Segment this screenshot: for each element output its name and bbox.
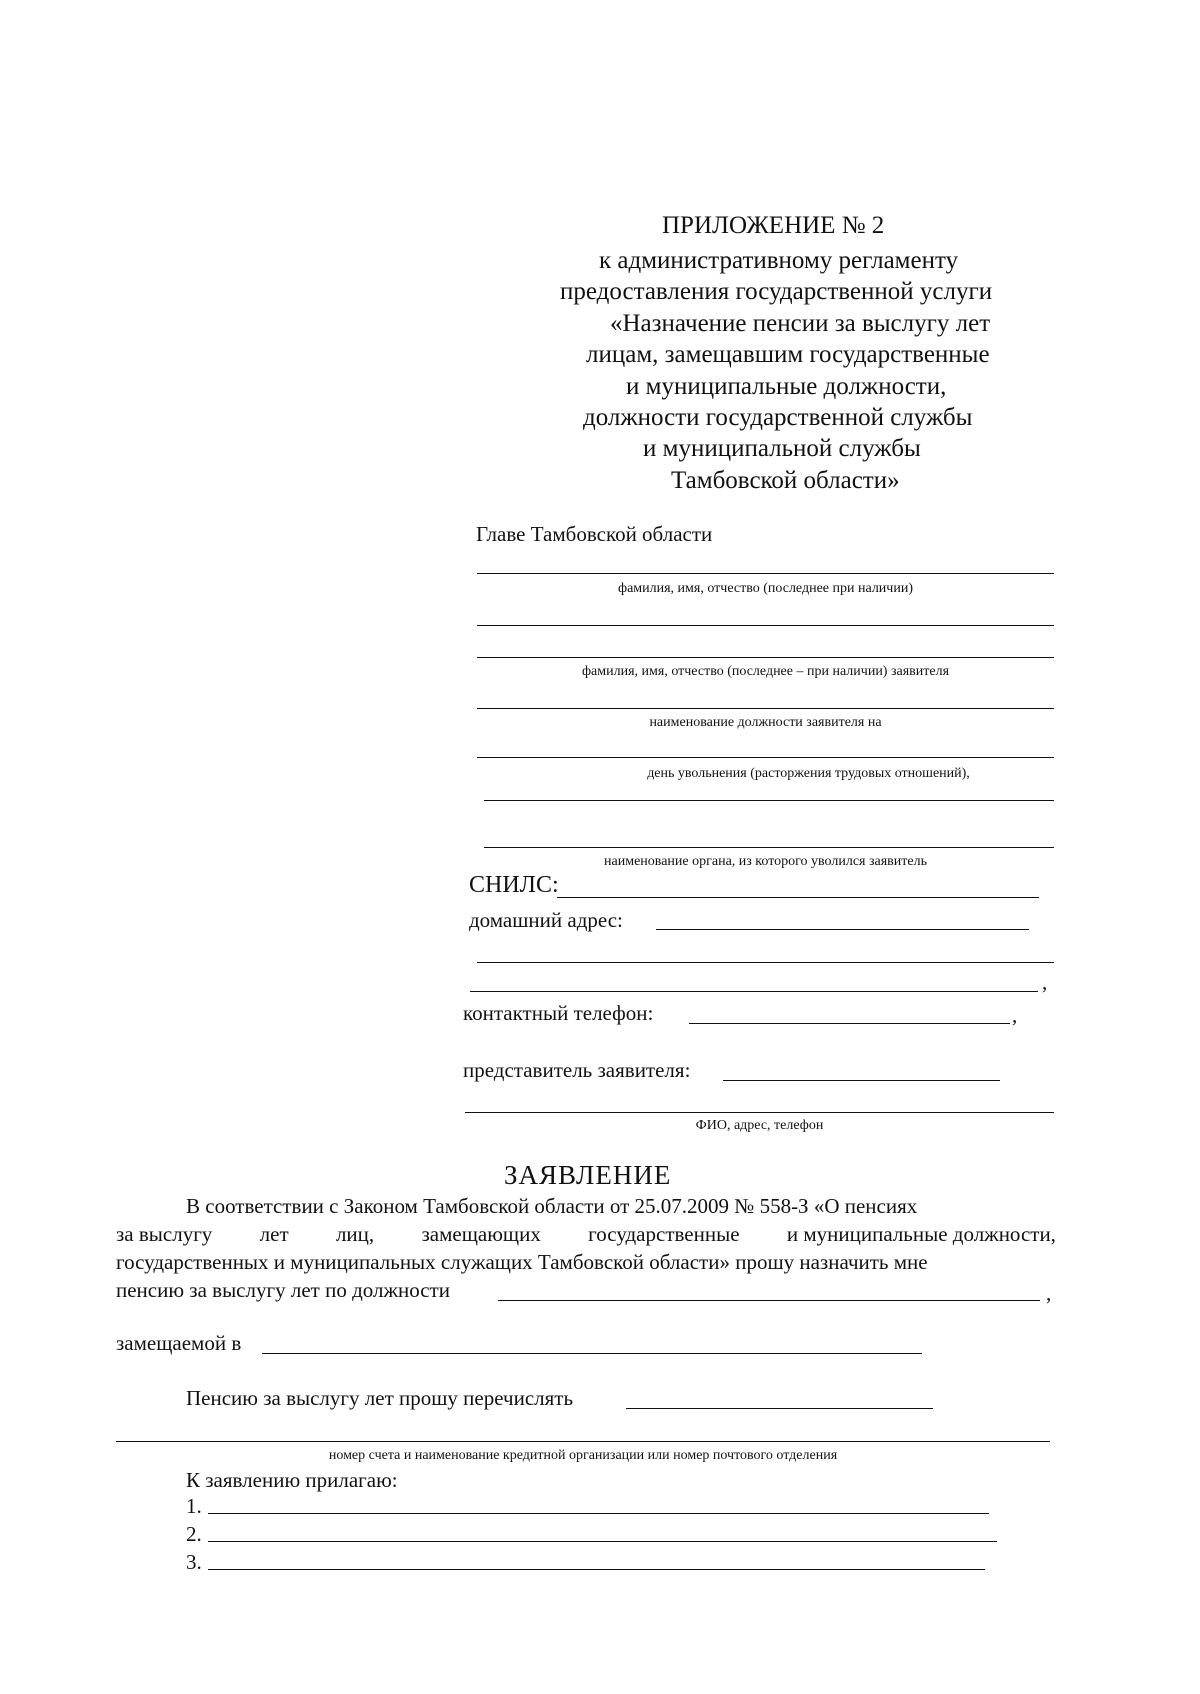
representative-field-1[interactable] (723, 1080, 1000, 1081)
statement-title: ЗАЯВЛЕНИЕ (504, 1160, 672, 1190)
dismissal-day-field[interactable] (477, 757, 1054, 758)
appendix-line: Тамбовской области» (671, 467, 900, 494)
statement-para-line-1: В соответствии с Законом Тамбовской области от 25.07.2009 № 558-З «О пенсиях (186, 1194, 918, 1218)
representative-field-2[interactable] (465, 1112, 1054, 1113)
transfer-field[interactable] (626, 1408, 933, 1409)
position-name-field[interactable] (498, 1300, 1040, 1301)
attach-label: К заявлению прилагаю: (186, 1468, 398, 1492)
organ-field-1[interactable] (484, 800, 1054, 801)
appendix-line: и муниципальные должности, (626, 373, 947, 400)
position-comma: , (1046, 1281, 1052, 1305)
appendix-line: и муниципальной службы (643, 435, 921, 462)
phone-label: контактный телефон: (463, 1001, 654, 1025)
replaced-in-field[interactable] (262, 1353, 922, 1354)
phone-field[interactable] (689, 1023, 1010, 1024)
appendix-title: ПРИЛОЖЕНИЕ № 2 (662, 212, 885, 239)
statement-para-line-2 (116, 1221, 1056, 1247)
attachment-field-3[interactable] (208, 1569, 985, 1570)
statement-word: лет (259, 1222, 289, 1246)
position-field[interactable] (477, 708, 1054, 709)
addressee-to: Главе Тамбовской области (476, 522, 713, 546)
replaced-in-label: замещаемой в (116, 1331, 242, 1355)
home-address-field-2[interactable] (477, 962, 1054, 963)
statement-word: государственные (588, 1222, 740, 1246)
statement-word: замещающих (421, 1222, 541, 1246)
appendix-line: предоставления государственной услуги (560, 278, 993, 305)
attachment-number: 1. (186, 1494, 202, 1518)
statement-word: за выслугу (116, 1222, 213, 1246)
appendix-line: «Назначение пенсии за выслугу лет (610, 310, 991, 337)
caption-dismissal-day: день увольнения (расторжения трудовых отношений), (647, 766, 970, 781)
caption-representative: ФИО, адрес, телефон (695, 1118, 824, 1133)
caption-organ: наименование органа, из которого уволился заявитель (604, 854, 927, 869)
snils-field[interactable] (557, 897, 1039, 898)
applicant-name-field-1[interactable] (477, 625, 1054, 626)
caption-position: наименование должности заявителя на (649, 715, 882, 730)
attachment-field-2[interactable] (208, 1541, 997, 1542)
representative-label: представитель заявителя: (463, 1058, 691, 1082)
attachment-field-1[interactable] (208, 1513, 989, 1514)
appendix-line: лицам, замещавшим государственные (586, 341, 990, 368)
appendix-line: к административному регламенту (599, 247, 959, 274)
snils-label: СНИЛС: (469, 872, 559, 898)
home-address-field-1[interactable] (656, 929, 1029, 930)
governor-name-field[interactable] (477, 573, 1054, 574)
appendix-line: должности государственной службы (583, 404, 973, 431)
statement-word: лиц, (335, 1222, 375, 1246)
account-field[interactable] (116, 1441, 1050, 1442)
home-address-comma: , (1042, 970, 1048, 994)
caption-applicant: фамилия, имя, отчество (последнее – при наличии) заявителя (581, 664, 950, 679)
caption-account: номер счета и наименование кредитной организации или номер почтового отделения (328, 1448, 838, 1463)
transfer-label: Пенсию за выслугу лет прошу перечислять (186, 1386, 574, 1410)
organ-field-2[interactable] (484, 847, 1054, 848)
home-address-label: домашний адрес: (469, 908, 623, 932)
statement-para-line-4: пенсию за выслугу лет по должности (116, 1278, 450, 1302)
applicant-name-field-2[interactable] (477, 657, 1054, 658)
attachment-number: 2. (186, 1522, 202, 1546)
phone-comma: , (1012, 1003, 1018, 1027)
home-address-field-3[interactable] (470, 991, 1038, 992)
statement-word: и муниципальные должности, (786, 1222, 1056, 1246)
caption-governor: фамилия, имя, отчество (последнее при наличии) (618, 581, 913, 596)
statement-para-line-3: государственных и муниципальных служащих Тамбовской области» прошу назначить мне (116, 1250, 928, 1274)
attachment-number: 3. (186, 1550, 202, 1574)
